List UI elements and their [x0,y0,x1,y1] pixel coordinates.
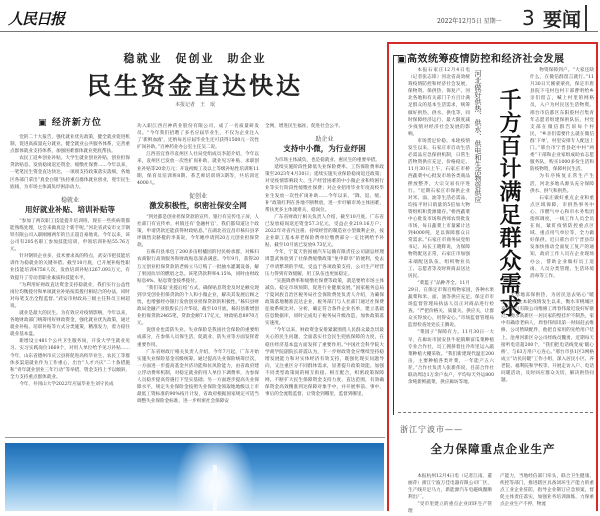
section-divider [5,437,385,438]
paragraph: 农民工返乡创业补贴、大学生就业创业补贴、创业担保贷款贴息、发放稳岗返还资金、缓缴社保费……今年以来，一笔笔民生资金直达快达，一项项支持政策落实落细，各地区各部门拿出“真金白银”扶持重点群体就业创业，兜牢民生底线，为市场主体减负纾困添动力。 [10,156,130,190]
box-header-text: 高效统筹疫情防控和经济社会发展 [406,54,565,65]
paragraph: 新增设立481个公共卫生服务岗，开发大学生就业见习、实习实践岗位1669个，对用人单位给予见习补贴……今年，山东省德州市庆云县将促进高校毕业生、农民工等群体多渠道就业作为工作重心，出台“人才兴庆”二十条措施和“青年就业创业三年行动”等举措，资金支持上予以倾斜，全力支持重点群体就业。 [10,339,130,380]
paragraph: 今年，井冈山大学2022年应届毕业生刘守民成 [19,381,114,387]
masthead-divider [0,31,598,32]
subhead-title: 支持中小微，为行业纾困 [283,144,366,154]
page-section: 要闻 [543,5,587,32]
paragraph: 促创业也需防失业。失业保险是我国社会保险的重要组成部分，在参保人员保生活、促就业、防失业等方面发挥着重要作用。 [137,328,259,348]
sub-article-column-a [408,473,492,515]
paragraph: 广东省财政厅相关负责人介绍，截至10月底，广东省已发放稳岗返还资金57.3亿元，受益企业219.16万户；2022年对省内注册、持续经营的制造业小型微利企业，按企业职工基本养老保险费单位缴费部分一定比例给予补贴，截至10月底已发放9.73亿元。 [265,214,384,249]
paragraph: 全网，增进民生福祉，促进社会公平。 [265,124,344,129]
paragraph: 针对钢铁企业多、技术要求高的特点，武安市把技能培训作为稳就业的关键举措。截至10月底，已开展补贴性职业技能培训4758人次，发放培训补贴1267.093万元，有效提升了劳动者职业素质和技能水平。 [10,254,130,281]
section-heading: ▣ 经济新方位 [38,118,102,128]
paragraph: 延续实施阶段性降低失业保险费率、工伤保险费率政策至2023年4月30日；延续实施失业保险稳岗返还政策；对受疫情影响较大、生产经营困难的中小微企业和特困行业等实行阶段性缓缴社保费；对企业招用毕业年度高校毕业生发放一次性扩岗补助……今年以来，“降、返、缓、补”政策红利在各地不断释放，进一步纾解市场主体困难，帮扶更多主体渡难关、稳岗位。 [265,165,384,213]
page-number: 3 [522,6,535,30]
paragraph: 功入职江西百神药业股份有限公司，成了一名质量研发员。“今年我们招聘了多名应届毕业生，不仅为企业注入了‘新鲜血液’，还纳每名应届毕业生还可获得1500元一次性扩岗补助。”百神药业办公室主任吴二说。 [137,124,259,151]
sub-article-title: 全力保障重点企业生产 [430,442,556,456]
paragraph: 在秭归县承包了200多亩柑橘园的付民杨承群，对秭归农商银行高效服务和财政贴息深表满意。今年9月，获得20万元创业担保贷款的老杨立马订购了一批抽水灌溉设备，解了果园抗旱的燃眉之急。该笔贷款利率4.15%，同时由财政贴息4%，贴息资金按季拨付。 [137,250,259,284]
paragraph: 就业是最大的民生。为有效应对疫情影响，今年以来，各地财政部门统筹用好财政资金，强化就业优先政策，通过就业补贴、培训补贴等方式分类施策，精准发力，着力稳住就业基本盘。 [10,310,130,338]
article-column-3 [265,123,384,435]
paragraph: “参加了两次职工技能提升培训班，现在一些疾病我都能熟练处理，这会来做真是个新手呢。”河北省武安市文丰钢铁有限公司入职刚刚两年的吕正超自豪地说。今年以来，该公司有205名职工参加技能培训，申领培训补贴55.76万元。 [10,218,130,253]
issue-date: 2022年12月5日 星期一 [437,18,502,25]
article-column-1 [10,112,130,435]
article-kicker: 稳就业 促创业 助企业 [123,52,267,65]
solar-tower-shape [213,465,217,511]
paragraph: “我们采取‘先拨后结’方式，确保贴息资金及时足额兑现到享受创业担保贷款的个人和小微企业，解决其发展后顾之忧，也增强经办银行发放创业担保贷款的积极性。”秭归县财政局金融产业股股长吕介华说。截至10月底，秭归县新增创业担保贷款2465笔，贷款金额7.17亿元，财政贴息8970万元。 [137,285,259,327]
paragraph: “到处都是创业担保贷款的宣传，银行有宣传电子屏，人社部门有宣传单，村镇还有‘金融村官’，我们都知道这个政策，申请贷款还能获得财政贴息。”在湖北省宜昌市秭归县茅坪镇售卖脐橙的李某说，今年她申请到20万元创业担保贷款。 [137,214,259,249]
paragraph: 本报杭州12月4日电（记者江南、董丽萍）浙江宁波万佳电器有限公司厂区，生产线开足马力，新能源汽车电磁线圈顺利出厂。 [408,474,492,501]
masthead-logo: 人民日报 [8,10,65,28]
paragraph: 为有序恢复正常生产生活，河北多地从源头充分保障供水、供气和供热。 [530,174,594,194]
sub-article-column-b [500,473,594,511]
solar-tower-photo [5,443,384,511]
paragraph: 天寒地冻保供热，为居民送去贴心“暖宝”。河北本轮疫情发生以来，衡水市桃城区泰华燃气有限公司维修工周春伟最近没好好歇过。衡水高新区一居民家的壁挂炉不制热，家中有确诊老病人，周春伟闻讯第一时间赶去维修，公司暂缺配件，他把自家用的先给用户装上。沧州河新区分公司经线员魏勇，近期每天接听电话超200个，“我们把电话线变成‘暖心桥’，与63万用户心连心。”邢台市县1区3网格成立“访民问暖”工作小组，深入居民小区、养老院、福利院和学校等，开展走访入户、电话问暖活动，及时回应群众关切，解决供热问题。 [501,293,594,384]
paragraph: “受市里建立的重点企业闭环生产管理 [408,502,492,515]
box-side-line [393,55,394,415]
paragraph: 产能力，当地经信部门牵头，联合卫生健康、疾控等部门，推进辖区具备闭环生产能力的重点工业企业驻防，指导企业制订应急预案，督促主体责任落实，加强业务培训演练，力保重点企业生产不停，物流 [500,474,594,508]
paragraph: 今年，宁夏天豹国丽汽车运输有限责任公司副总经理周慧武体验到了社保费缓缴政策“免申即享”的便利，免去了申请繁琐的手续。受益于各项政策支持，公司生产经营压力得到有效缓解，用工队伍也更加稳定。 [265,250,384,277]
vertical-subtitle: 河北做好供热、供水、供电和生活物资供应 [474,70,482,203]
paragraph: “实施降费率和缓缴社保费等政策，就是要给市场主体减负、稳定市场预期，促进行业健康发展。”国家税务总局宁夏回族自治区税务局社会保险费处负责人介绍，为确保政策落地精准直达企业，税务部门与人社部门通过社保费征收系统比对、分析，确定符合条件企业名单，建立基础信息数据库，同时完成电子税务局升级改造，加快政策落实速度。 [265,278,384,327]
box-header: ▣高效统筹疫情防控和经济社会发展 [397,54,565,65]
paragraph: 江西省宜春市袁州区人社局党组成员李超介绍，今年以来，袁州区已发放一次性扩岗补助、就业见习补贴、求职创业补贴等20余万元；开设初级工及以上等级补贴性培训班11期，保育员培训班8期、茶艺师培训班3期等，共培训近4000人。 [137,152,259,186]
sub-article-kicker: 浙江宁波市—— [400,425,463,434]
paragraph: “菜篮子”品种齐全。11月29日，在保定市保百购物家园，各种水果蔬菜和米、面、油等供应充足。保定市市场监督管理局执法人员正对商品进行检查。“严把价格关、质量关、供应关，让群众买得放心、用得安心。”市场监督管理局监督检查处处长王腾说。 [408,280,494,329]
paragraph: “为利用好财政直达资金支持稳就业，我们实行公益性岗位均衡拨付和单项就业补贴按需拨付相结合的办法，同时对每笔支出全程监督。”武安市财政局三级主任科员王树超说。 [10,282,130,309]
subhead-kicker: 助企业 [315,136,334,144]
paragraph: 本报石家庄12月4日电（记者张志锋）河北省高效统筹疫情防控和经济社会发展，保物资、保供热、保复产。河北各地和有关部门千方百计满足群众的基本生活需求，统筹做好供热、供水、供电等，同时保障经济运行，最大限度减少疫情对经济社会发展的影响。 [408,68,470,137]
paragraph: 石家庄做好重点企业和重点区域保障，市供热事务中心、市燃气中心和市水务集团指挥调度，一线工作人员全员在岗，紧盯疫情防控重点区域、重点用气单位等，全力做好保供。近日邢台市宁晋县印发加快推动全面复工复产的通知，政府工作人员在企业现场办公，帮助企业做好员工返岗、人员分类管理、生活环境消毒等工作。 [530,195,594,279]
paragraph: “今年以来，财政资金安排紧紧围绕人民群众最急切最关心的民生问题，全面落实社会民生兜底保障的力度，在稳住经济基本盘方面发挥了重要作用。”中国社会科学院大学商学院副院长蒋震认为，下一步财政资金应继续坚持稳增发展能力和对实体经济有效支持，既强化现实问题导向，又注重区分不同群体需求，显著提升政策效能。加强不同类型政策间的相互衔接、相互配合，织密政策保障网。不断扩大民生保障资金支持力度、直达范围，有效确保资金高效精准到达保障对象手中，并开展事前、事中、事后的全流程监督，让资金到哪里、监督到哪里。 [265,328,384,398]
paragraph: “菜园子”保障有力。11月30日一大早，在廊坊市固安县牛驼镇顺富瓜菜种植专业合作社，员工拥挤着往冷库里运入蔬菜种植大棚采收。“我们新建现代温室200亩，主要种植各类叶菜，一年能产五六茬。”合作社负责人张新伟说，目前合作社联动周边1万余户农户，平均每天外运800余吨新鲜蔬菜，供应廊坊等地。 [408,330,494,386]
section-heading-text: 经济新方位 [51,118,102,128]
paragraph: 为市场主体减负，也是稳就业、惠民生的重要举措。 [274,158,380,164]
article-headline: 民生资金直达快达 [87,72,303,100]
article-byline: 本报记者 王 珉 [174,102,215,108]
paragraph: 物资保障到户。“大家还缺什么，在微信群留言就行。”11月30日天刚蒙蒙亮，保定市唐县院下屯村包村干部曹明给乡亲们留言，喊上村里的网格员，入户为村民送生活物资。邢台市信都区东阳胶村召集青年志愿者组建保供队伍，村党支部在微信群告诉每个村民，“乡亲们需要什么就在微信群‘下单’，村里安排专人配送上门。”邢台市宁晋县赵中村“两委”干部和企业家组成助农志愿服务队，购买1000多份生活和防疫物资，保障村民生活。 [530,68,594,173]
box-column-c [501,292,594,407]
box-column-b [530,67,594,292]
paragraph: 党的二十大报告，强化就业优先政策，健全就业促进机制，促进高质量充分就业。健全就业公共服务体系，完善重点群体就业支持体系，加强困难群体就业兜底帮扶。 [10,135,130,155]
subhead-kicker: 促创业 [188,192,207,200]
subhead-kicker: 稳就业 [60,196,79,204]
paragraph: 广东省财政厅相关负责人介绍，今年7月起，广东开始实施失业保险基金省级统筹。通过提高失业保险统筹层次，一方面进一步提高基金共济功能和抗风险能力，由省政府建立浮动费率机制，对稳定就业的用人单位下调费率，为参保人员稳步提高待遇打下坚实基础；另一方面逐步提高失业保障水平，规定失业保险金按照失业保险金领取地地级以上市最低工资标准的90%按月计发，省政府根据国家规定可适当调整失业保险金标准，进一步织密社会保障安 [137,349,259,405]
subhead-title: 用好就业补贴、培训补贴等 [25,204,115,214]
vertical-title: 千方百计满足群众需求 [496,88,522,318]
subhead-title: 激发积极性，织密社保安全网 [149,200,247,210]
article-column-2 [137,123,259,435]
paragraph: 市场货足价稳。本轮疫情发生以来，石家庄市启动生活必需品应急保供机制，日常生活物资供应充足，价格稳定。11月30日上午，石家庄市桥西蔬菜中心批发市场各类商品摆放整齐，大宗交易有序进行。“近期石家庄市保供企业对米、面、油等生活必需品，均按平时日销量的5倍加大物资组织和货源储存。”桥西蔬菜中心批发市场和西郊农贸批发市场，每日蔬菜上市量累计达到4000吨，足以保障群众日常需求。”石家庄市商务局党组书记、局长王晓辉说，为保障物资配送正常，石家庄市加强末端配送队伍，组织物业员工、志愿者等及时将商品送达居民。 [408,138,470,279]
box-divider [398,412,593,413]
